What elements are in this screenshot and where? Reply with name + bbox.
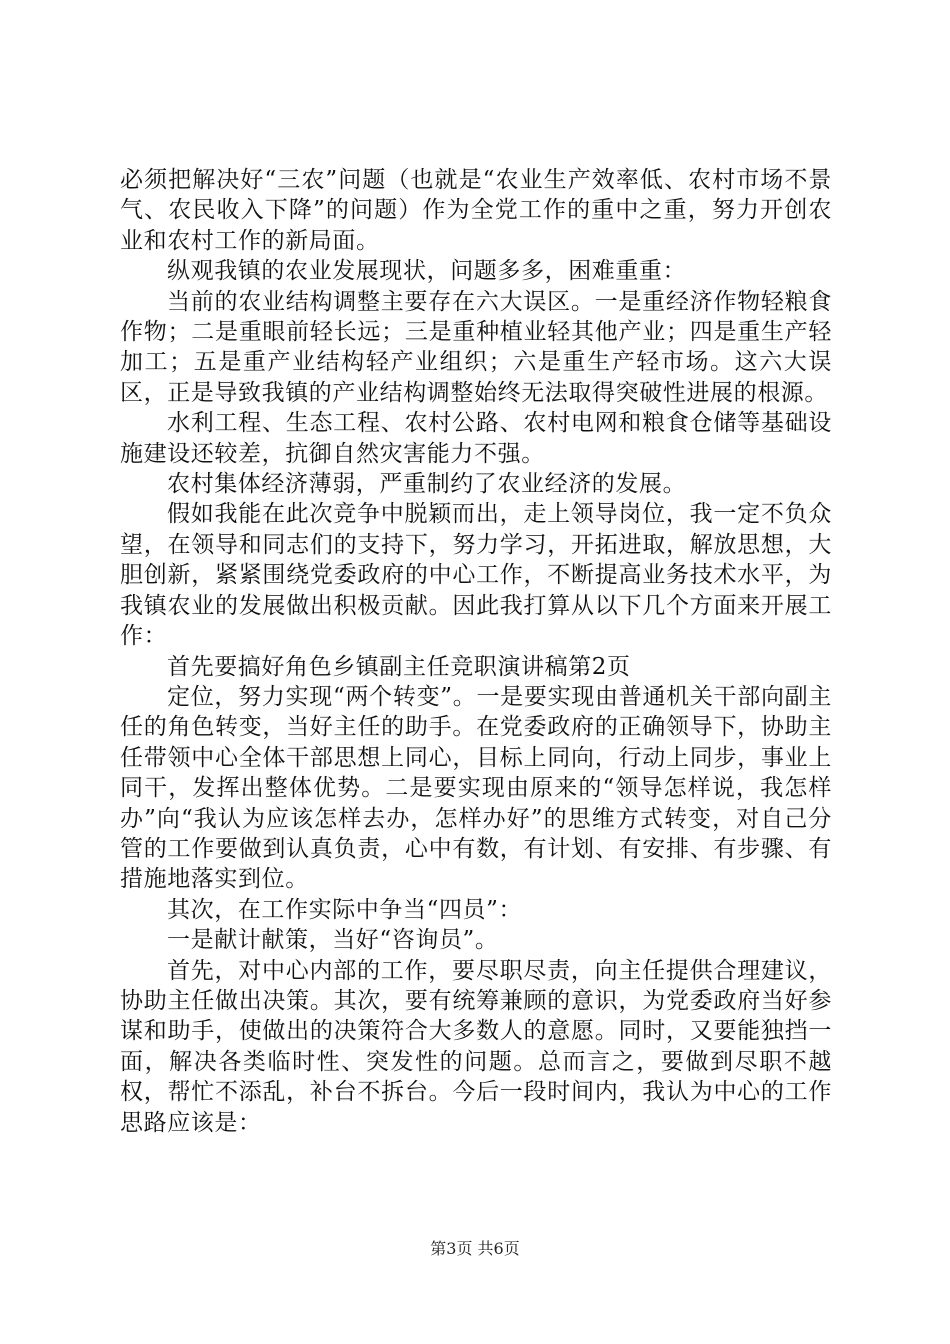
- document-body: [120, 165, 832, 1138]
- paragraph-1: 必须把解决好“三农”问题（也就是“农业生产效率低、农村市场不景气、农民收入下降”的问题）作为全党工作的重中之重，努力开创农业和农村工作的新局面。: [120, 167, 832, 254]
- paragraph-5: 农村集体经济薄弱，严重制约了农业经济的发展。: [167, 471, 687, 498]
- paragraph-9: 其次，在工作实际中争当“四员”：: [167, 896, 523, 923]
- page-footer: 第3页 共6页: [430, 1239, 520, 1258]
- paragraph-6: 假如我能在此次竞争中脱颖而出，走上领导岗位，我一定不负众望，在领导和同志们的支持下，努力学习，开拓进取，解放思想，大胆创新，紧紧围绕党委政府的中心工作，不断提高业务技术水平，为我镇农业的发展做出积极贡献。因此我打算从以下几个方面来开展工作：: [120, 501, 832, 650]
- paragraph-4: 水利工程、生态工程、农村公路、农村电网和粮食仓储等基础设施建设还较差，抗御自然灾害能力不强。: [120, 410, 832, 467]
- paragraph-2: 纵观我镇的农业发展现状，问题多多，困难重重：: [167, 258, 687, 285]
- paragraph-8: 定位，努力实现“两个转变”。一是要实现由普通机关干部向副主任的角色转变，当好主任的助手。在党委政府的正确领导下，协助主任带领中心全体干部思想上同心，目标上同向，行动上同步，事业上同干，发挥出整体优势。二是要实现由原来的“领导怎样说，我怎样办”向“我认为应该怎样去办，怎样办好”的思维方式转变，对自己分管的工作要做到认真负责，心中有数，有计划、有安排、有步骤、有措施地落实到位。: [120, 683, 832, 893]
- paragraph-3: 当前的农业结构调整主要存在六大误区。一是重经济作物轻粮食作物；二是重眼前轻长远；三是重种植业轻其他产业；四是重生产轻加工；五是重产业结构轻产业组织；六是重生产轻市场。这六大误区，正是导致我镇的产业结构调整始终无法取得突破性进展的根源。: [120, 288, 832, 406]
- paragraph-11: 首先，对中心内部的工作，要尽职尽责，向主任提供合理建议，协助主任做出决策。其次，要有统筹兼顾的意识，为党委政府当好参谋和助手，使做出的决策符合大多数人的意愿。同时，又要能独挡一面，解决各类临时性、突发性的问题。总而言之，要做到尽职不越权，帮忙不添乱，补台不拆台。今后一段时间内，我认为中心的工作思路应该是：: [120, 957, 832, 1136]
- paragraph-7: 首先要搞好角色乡镇副主任竞职演讲稿第2页: [167, 653, 631, 680]
- paragraph-10: 一是献计献策，当好“咨询员”。: [167, 927, 499, 954]
